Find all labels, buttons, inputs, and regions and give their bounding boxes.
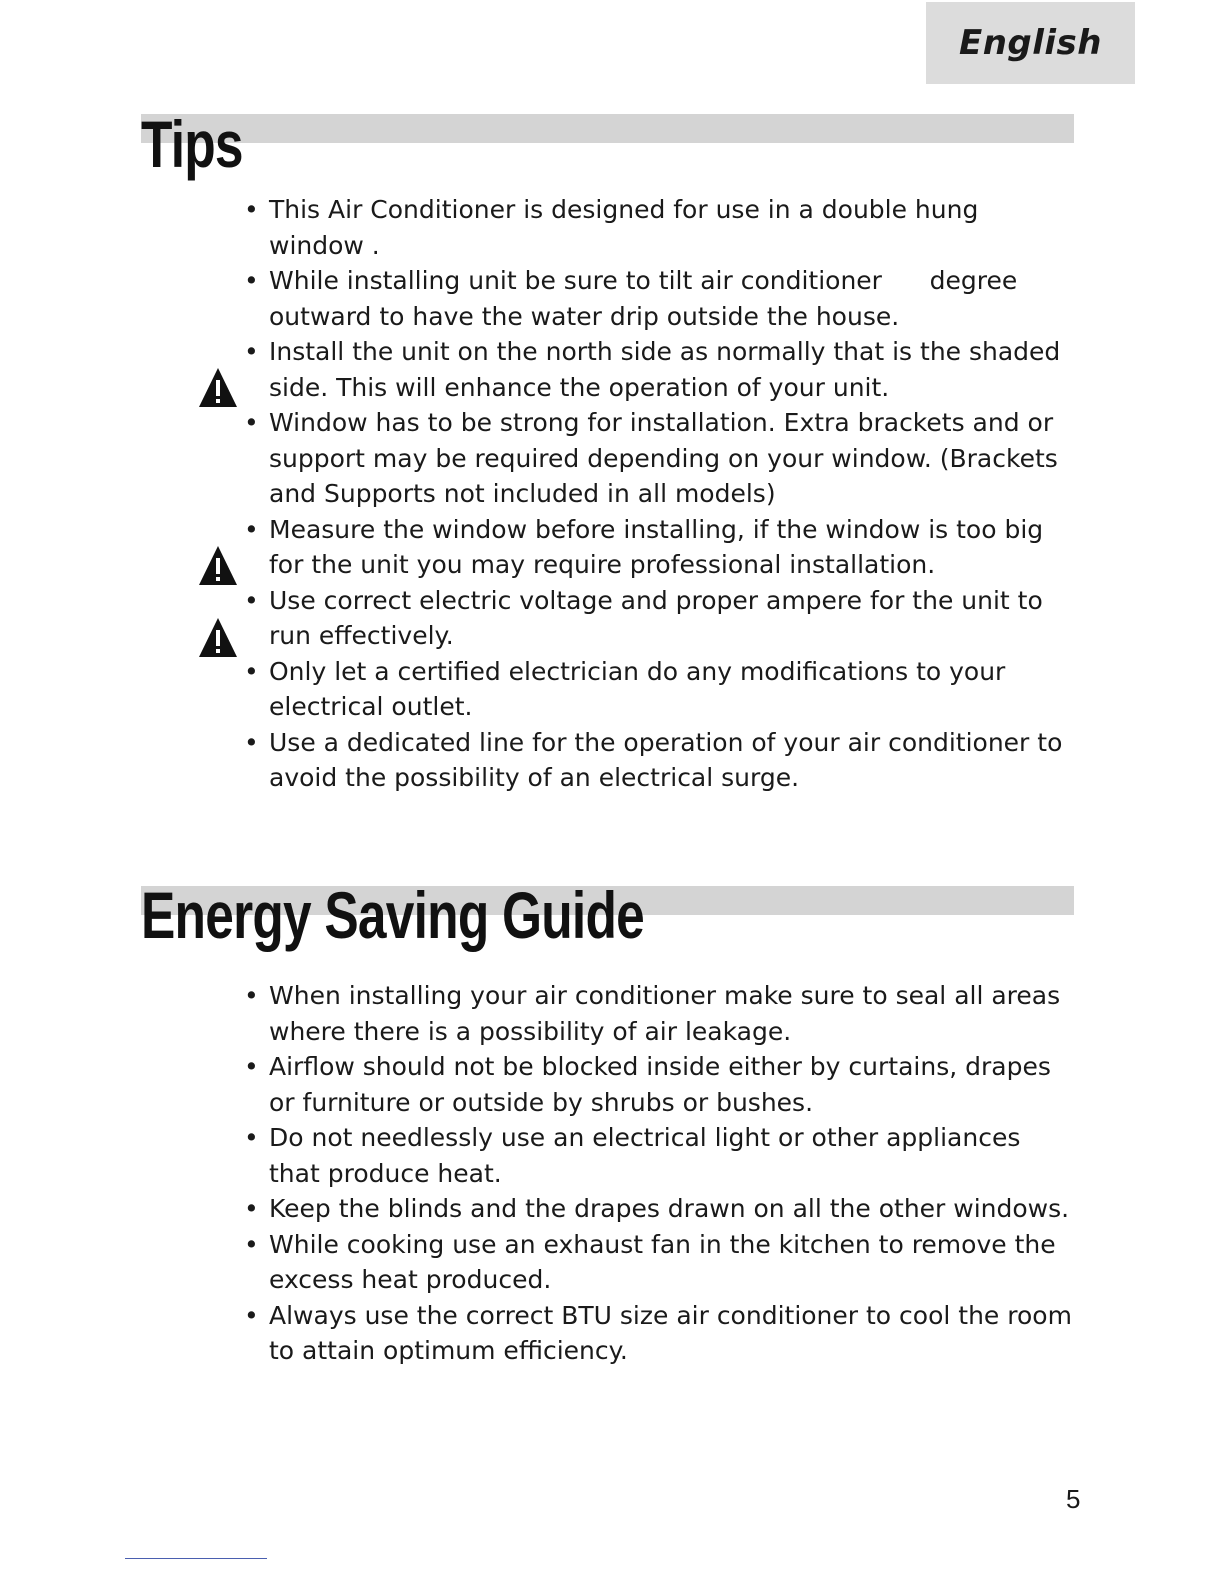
list-item: • Window has to be strong for installation. Extra brackets and or support may be required depending on your window. (Brackets and Supports not included in all models)	[244, 405, 1074, 512]
list-item: • Measure the window before installing, if the window is too big for the unit you may require professional installation.	[244, 512, 1074, 583]
list-item: • This Air Conditioner is designed for use in a double hung window .	[244, 192, 1074, 263]
bullet-dot-icon: •	[244, 266, 259, 295]
page-number: 5	[1066, 1484, 1081, 1514]
bullet-dot-icon: •	[244, 1300, 259, 1330]
bullet-dot-icon: •	[244, 195, 259, 224]
bullet-dot-icon: •	[244, 981, 259, 1010]
language-label: English	[958, 23, 1103, 63]
energy-list	[244, 978, 1074, 1369]
list-item: • Do not needlessly use an electrical light or other appliances that produce heat.	[244, 1120, 1074, 1191]
list-item: • While cooking use an exhaust fan in the kitchen to remove the excess heat produced.	[244, 1227, 1074, 1298]
bullet-dot-icon: •	[244, 585, 259, 615]
bullet-dot-icon: •	[244, 727, 259, 757]
footer-rule	[125, 1558, 267, 1559]
list-item: • Only let a certified electrician do any modifications to your electrical outlet.	[244, 654, 1074, 725]
warning-triangle-icon	[198, 616, 238, 658]
bullet-dot-icon: •	[244, 1052, 259, 1081]
list-item: • Keep the blinds and the drapes drawn on all the other windows.	[244, 1191, 1074, 1227]
tips-list	[244, 192, 1074, 796]
bullet-dot-icon: •	[244, 408, 259, 437]
bullet-dot-icon: •	[244, 1123, 259, 1152]
bullet-dot-icon: •	[244, 1194, 259, 1223]
list-item: • Use correct electric voltage and proper ampere for the unit to run effectively.	[244, 583, 1074, 654]
energy-title: Energy Saving Guide	[141, 878, 644, 952]
list-item: • While installing unit be sure to tilt air conditioner degree outward to have the water drip outside the house.	[244, 263, 1074, 334]
bullet-dot-icon: •	[244, 514, 259, 544]
list-item: • Use a dedicated line for the operation of your air conditioner to avoid the possibility of an electrical surge.	[244, 725, 1074, 796]
tips-title: Tips	[141, 107, 243, 181]
warning-triangle-icon	[198, 366, 238, 408]
bullet-dot-icon: •	[244, 1229, 259, 1259]
bullet-dot-icon: •	[244, 337, 259, 366]
bullet-dot-icon: •	[244, 656, 259, 686]
list-item: • Install the unit on the north side as normally that is the shaded side. This will enhance the operation of your unit.	[244, 334, 1074, 405]
list-item: • Airflow should not be blocked inside either by curtains, drapes or furniture or outside by shrubs or bushes.	[244, 1049, 1074, 1120]
warning-triangle-icon	[198, 544, 238, 586]
list-item: • When installing your air conditioner make sure to seal all areas where there is a possibility of air leakage.	[244, 978, 1074, 1049]
language-tab	[926, 2, 1135, 84]
list-item: • Always use the correct BTU size air conditioner to cool the room to attain optimum efficiency.	[244, 1298, 1074, 1369]
tips-section-bar	[141, 114, 1074, 143]
